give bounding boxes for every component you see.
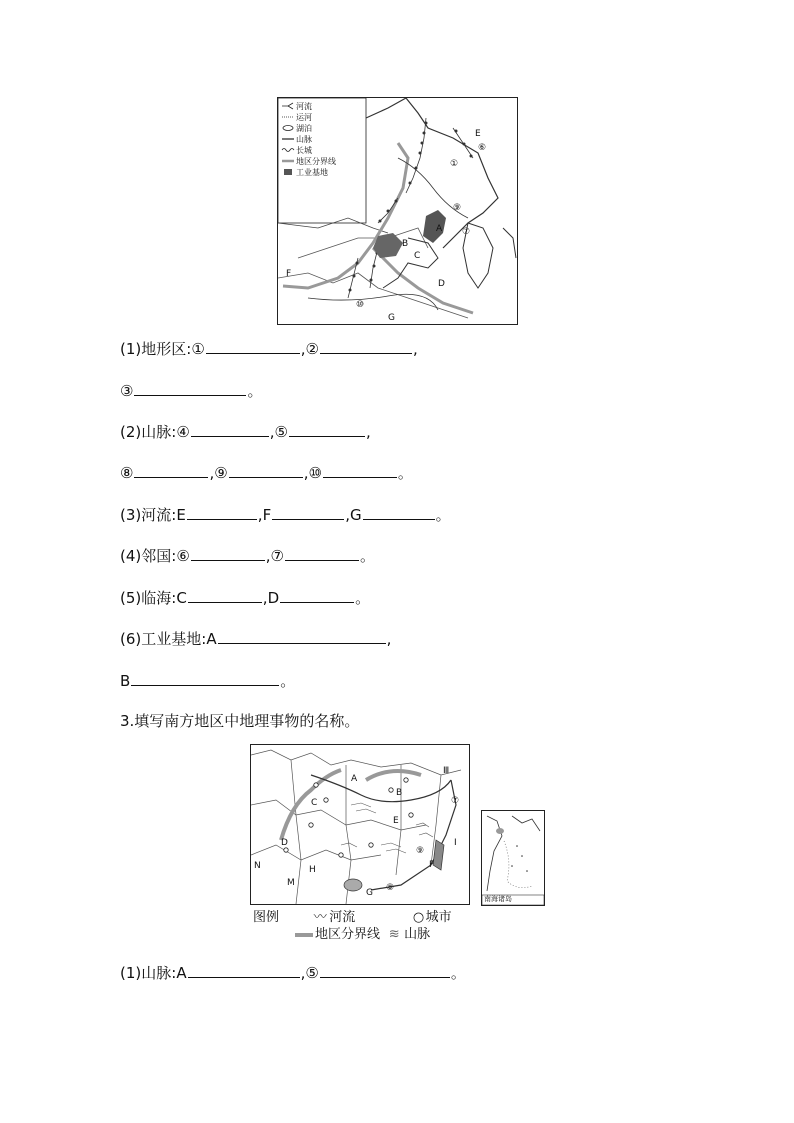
q5-blank2[interactable] [280,587,354,603]
svg-text:D: D [281,838,288,848]
legend-canal-label: 运河 [296,113,312,122]
q7-blank2[interactable] [320,962,450,978]
legend-greatwall-label: 长城 [296,146,312,155]
q2-sep3: , [209,464,215,482]
svg-text:⑨: ⑨ [453,203,462,213]
svg-text:⑩: ⑩ [356,300,365,310]
svg-text:D: D [438,279,445,289]
map2-legend-title: 图例 [253,910,280,925]
q4-item1: ⑥ [176,547,190,565]
q4-sep1: , [265,547,271,565]
legend-industry-label: 工业基地 [296,168,328,177]
q3-end: 。 [435,506,451,524]
svg-text:I: I [454,838,457,848]
q2-item2: ⑤ [274,423,288,441]
q6-sep1: , [386,630,392,648]
svg-text:⑥: ⑥ [478,143,487,153]
q3-item1: E [176,506,186,524]
inset-label: 南海诸岛 [484,895,512,903]
q5-item1: C [176,589,187,607]
q2-item5: ⑩ [308,464,322,482]
svg-text:E: E [393,816,399,826]
svg-text:A: A [351,774,358,784]
q2-sep1: , [269,423,275,441]
q1-line1 [120,338,418,359]
q6-label: (6)工业基地: [120,630,207,648]
q5-item2: D [267,589,280,607]
q3-line [120,504,451,525]
legend-city-text: 城市 [425,910,452,925]
legend-mountain-text: 山脉 [404,927,431,942]
svg-text:Ⅲ: Ⅲ [443,766,450,776]
q1-item3: ③ [120,382,134,400]
legend-boundary-text: 地区分界线 [315,927,381,942]
q1-sep1: , [300,340,306,358]
q2-line1 [120,421,371,442]
map2-legend-row2 [295,927,430,943]
south-china-sea-inset-map [481,810,545,906]
q5-blank1[interactable] [188,587,262,603]
svg-text:C: C [414,251,421,261]
inset-map-graphic [482,811,544,905]
q5-sep1: , [262,589,268,607]
q6-blank2[interactable] [131,670,279,686]
svg-text:G: G [388,313,395,323]
q6-line2 [120,670,295,691]
q7-blank1[interactable] [188,962,300,978]
svg-text:F: F [286,269,292,279]
svg-text:⑦: ⑦ [462,227,471,237]
q7-sep1: , [300,964,306,982]
q6-line1 [120,628,391,649]
q1-label: (1)地形区: [120,340,192,358]
legend-city-icon: ○ [412,910,425,925]
svg-text:F: F [429,860,435,870]
q1-blank2[interactable] [320,338,412,354]
svg-text:M: M [287,878,295,888]
q6-blank1[interactable] [218,628,386,644]
q6-end: 。 [280,672,296,690]
svg-text:①: ① [450,159,459,169]
q2-item1: ④ [176,423,190,441]
q3-label: (3)河流: [120,506,177,524]
svg-text:⑦: ⑦ [451,796,460,806]
svg-text:C: C [311,798,318,808]
legend-mountain-label: 山脉 [296,135,312,144]
q1-item1: ① [191,340,205,358]
q2-end: 。 [397,464,413,482]
q1-blank1[interactable] [206,338,300,354]
q2-sep4: , [303,464,309,482]
q5-line [120,587,370,608]
southern-region-map [250,744,470,905]
q2-item4: ⑨ [214,464,228,482]
q4-item2: ⑦ [270,547,284,565]
q3-blank2[interactable] [272,504,344,520]
svg-text:G: G [366,888,373,898]
svg-text:A: A [436,224,443,234]
legend-boundary-icon [295,933,313,937]
q2-blank4[interactable] [229,462,303,478]
q3-item3: G [350,506,362,524]
q5-label: (5)临海: [120,589,177,607]
legend-symbols [281,101,295,179]
q3-sep1: , [257,506,263,524]
legend-boundary-label: 地区分界线 [296,157,336,166]
q7-item2: ⑤ [305,964,319,982]
q7-end: 。 [450,964,466,982]
legend-lake-label: 湖泊 [296,124,312,133]
q1-line2 [120,380,262,401]
map2-legend-row1 [253,910,452,926]
q2-item3: ⑧ [120,464,134,482]
q4-end: 。 [360,547,376,565]
q1-item2: ② [305,340,319,358]
section3-title: 3.填写南方地区中地理事物的名称。 [120,712,360,730]
q2-blank3[interactable] [134,462,208,478]
q4-label: (4)邻国: [120,547,177,565]
legend-river-text: 河流 [329,910,356,925]
legend-river-icon: 〰 [313,910,327,925]
q2-blank1[interactable] [191,421,269,437]
q4-blank2[interactable] [285,545,359,561]
northern-map-graphic [278,98,517,324]
q6-item2: B [120,672,131,690]
q5-end: 。 [355,589,371,607]
q2-line2 [120,462,413,483]
q2-label: (2)山脉: [120,423,177,441]
q7-label: (1)山脉: [120,964,177,982]
q2-sep2: , [366,423,371,441]
q4-line [120,545,375,566]
svg-text:B: B [396,788,403,798]
q1-end: 。 [247,382,263,400]
q7-item1: A [176,964,187,982]
q3-item2: F [262,506,272,524]
q4-blank1[interactable] [191,545,265,561]
northern-region-map [277,97,518,325]
q3-blank3[interactable] [363,504,435,520]
legend-river-label: 河流 [296,102,312,111]
q3-sep2: , [345,506,350,524]
q6-item1: A [206,630,217,648]
map1-label-E: E [475,129,481,139]
svg-text:N: N [254,861,261,871]
svg-text:⑧: ⑧ [386,883,395,893]
svg-text:⑨: ⑨ [416,846,425,856]
q7-line [120,962,466,983]
q3-blank1[interactable] [187,504,257,520]
svg-text:B: B [402,239,409,249]
legend-mountain-icon: ≋ [388,927,400,942]
q2-blank5[interactable] [323,462,397,478]
q2-blank2[interactable] [289,421,365,437]
svg-text:H: H [309,865,316,875]
southern-map-graphic [251,745,469,904]
q1-sep2: , [413,340,418,358]
q1-blank3[interactable] [134,380,246,396]
